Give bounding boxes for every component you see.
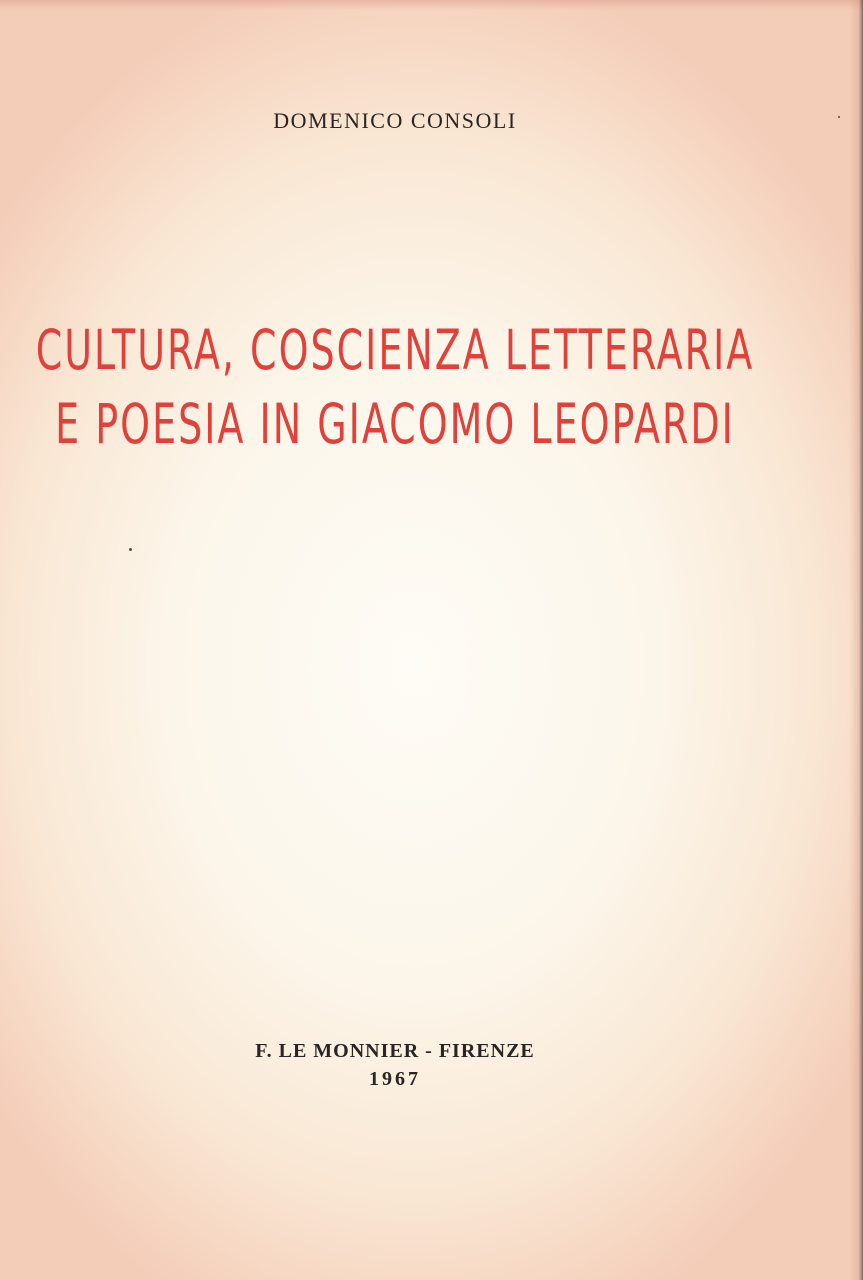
cover-top-edge	[0, 0, 863, 10]
publisher-name: F. LE MONNIER - FIRENZE	[255, 1040, 535, 1062]
paper-speck	[838, 116, 840, 118]
publication-year: 1967	[369, 1068, 421, 1090]
title-line-1: CULTURA, COSCIENZA LETTERARIA	[35, 318, 755, 382]
paper-speck	[129, 548, 132, 551]
cover-right-edge	[849, 0, 863, 1280]
author-name: DOMENICO CONSOLI	[273, 108, 517, 133]
title-line-2: E POESIA IN GIACOMO LEOPARDI	[55, 392, 735, 456]
